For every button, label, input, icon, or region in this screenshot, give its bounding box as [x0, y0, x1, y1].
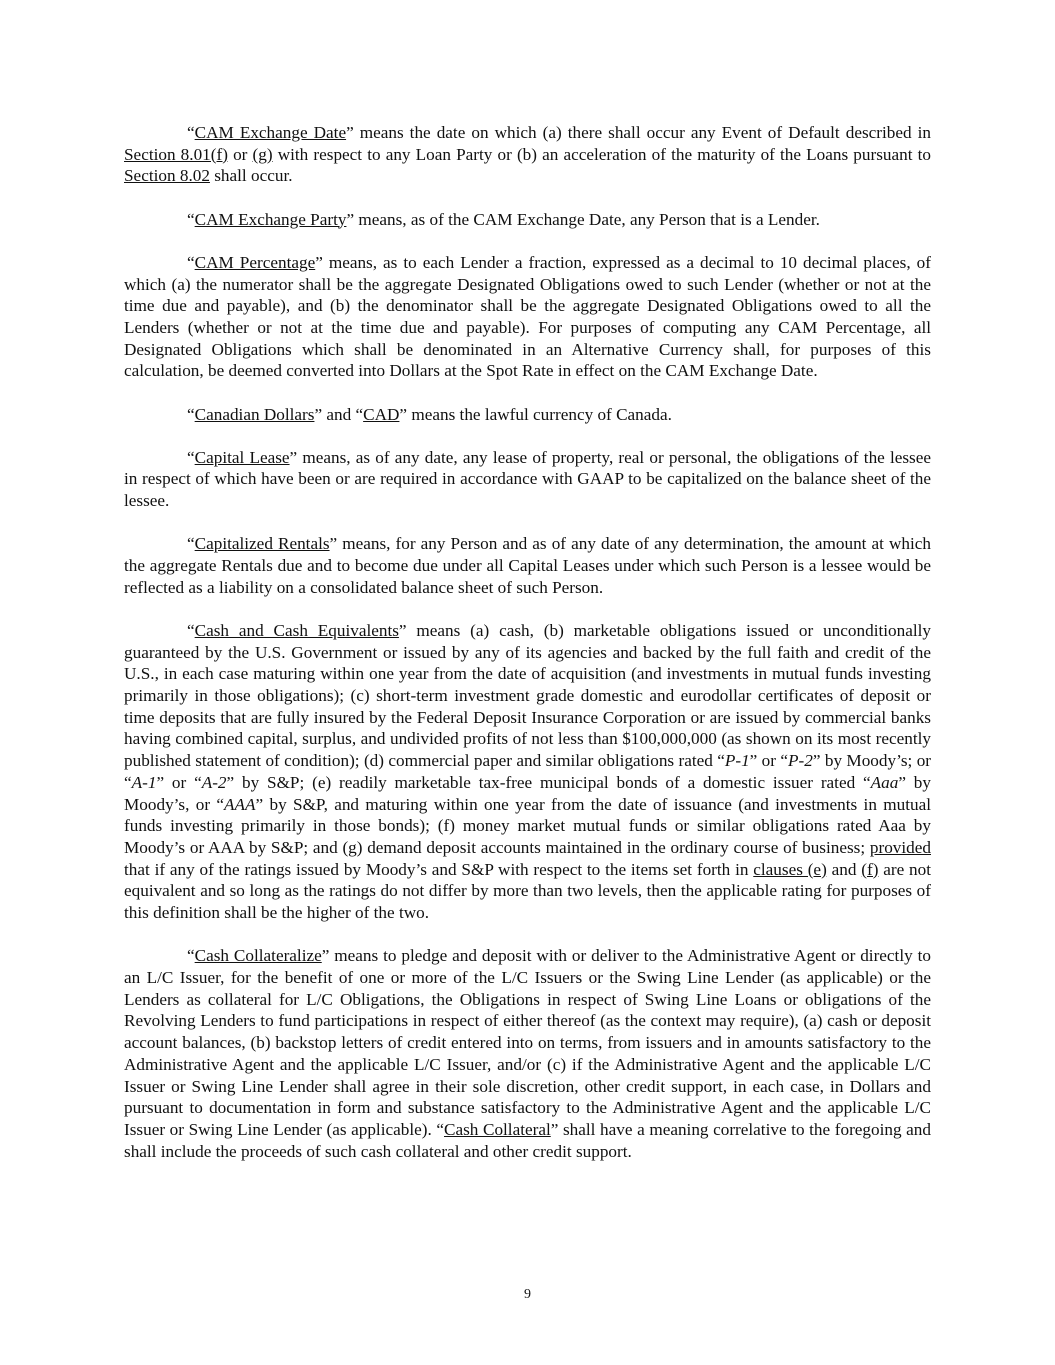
defined-term: (f) [861, 859, 879, 879]
definition-capital-lease [124, 447, 931, 512]
definition-cash-collateralize [124, 945, 931, 1162]
definition-text: “ [187, 620, 195, 640]
definition-text: ” by Moody’s, or “ [124, 772, 931, 814]
page-number: 9 [524, 1287, 531, 1302]
definition-cash-and-cash-equivalents [124, 620, 931, 924]
definition-text: ” means the lawful currency of Canada. [399, 404, 672, 424]
defined-term: CAM Exchange Date [194, 123, 347, 142]
definition-text: ” means, for any Person and as of any date of any determination, the amount at which the aggregate Rentals due and to become due under all Capital Leases under which such Person is a lessee would be reflected as a liability on a consolidated balance sheet of such Person. [124, 534, 931, 597]
rating-term: P-1 [724, 751, 750, 771]
definition-text: ” means to pledge and deposit with or deliver to the Administrative Agent or directly to an L/C Issuer, for the benefit of one or more of the L/C Issuers or the Swing Line Lender (as applicable) or the Lenders as collateral for L/C Obligations, the Obligations in respect of Swing Line Loans or obligations of the Revolving Lenders to fund participations in respect of either thereof (as the context may require), (a) cash or deposit account balances, (b) backstop letters of credit entered into on terms, from issuers and in amounts satisfactory to the Administrative Agent and the applicable L/C Issuer, and/or (c) if the Administrative Agent and the applicable L/C Issuer or Swing Line Lender shall agree in their sole discretion, other credit support, in each case, in Dollars and pursuant to documentation in form and substance satisfactory to the Administrative Agent and the applicable L/C Issuer or Swing Line Lender (as applicable). “ [124, 946, 931, 1139]
definition-text: ” by Moody’s; or “ [124, 751, 932, 792]
defined-term: Section 8.01(f) [124, 144, 228, 164]
definition-text: are not equivalent and so long as the ratings do not differ by more than two levels, then the applicable rating for purposes of this definition shall be the higher of the two. [124, 859, 931, 923]
definition-text: ” by S&P; (e) readily marketable tax-free municipal bonds of a domestic issuer rated “ [226, 772, 871, 792]
definition-text: ” means the date on which (a) there shall occur any Event of Default described in [346, 123, 931, 142]
defined-term: Cash Collateralize [194, 946, 322, 966]
rating-term: A-1 [131, 772, 157, 792]
defined-term: CAD [363, 404, 400, 424]
definition-capitalized-rentals [124, 533, 931, 598]
rating-term: A-2 [201, 772, 227, 792]
definition-text: ” means, as to each Lender a fraction, expressed as a decimal to 10 decimal places, of which (a) the numerator shall be the aggregate Designated Obligations owed to such Lender (whether or not at the time due and payable), and (b) the denominator shall be the aggregate Designated Obligations owed to all the Lenders (whether or not at the time due and payable). For purposes of computing any CAM Percentage, all Designated Obligations which shall be denominated in an Alternative Currency shall, for purposes of this calculation, be deemed converted into Dollars at the Spot Rate in effect on the CAM Exchange Date. [124, 252, 931, 381]
definition-text: “ [187, 447, 195, 467]
defined-term: Capital Lease [194, 447, 290, 467]
definition-cam-exchange-party [124, 209, 931, 231]
definition-text: ” means, as of any date, any lease of property, real or personal, the obligations of the lessee in respect of which have been or are required in accordance with GAAP to be capitalized on the balance sheet of the lessee. [124, 447, 932, 511]
definition-text: ” means, as of the CAM Exchange Date, any Person that is a Lender. [346, 209, 820, 229]
definition-text: “ [187, 946, 195, 966]
definition-text: ” means (a) cash, (b) marketable obligations issued or unconditionally guaranteed by the U.S. Government or issued by any of its agencies and backed by the full faith and credit of the U.S., in each case maturing within one year from the date of acquisition (and investments in mutual funds investing primarily in those obligations); (c) short-term investment grade domestic and eurodollar certificates of deposit or time deposits that are fully insured by the Federal Deposit Insurance Corporation or are issued by commercial banks having combined capital, surplus, and undivided profits of not less than $100,000,000 (as shown on its most recently published statement of condition); (d) commercial paper and similar obligations rated “ [124, 620, 931, 771]
definition-text: ” or “ [156, 772, 202, 792]
document-body [124, 122, 931, 1184]
defined-term: Cash and Cash Equivalents [194, 620, 399, 640]
defined-term: Section 8.02 [124, 166, 210, 186]
definition-text: ” by S&P, and maturing within one year from the date of issuance (and investments in mutual funds investing primarily in those bonds); (f) money market mutual funds or similar obligations rated Aaa by Moody’s or AAA by S&P; and (g) demand deposit accounts maintained in the ordinary course of business; [124, 794, 931, 857]
rating-term: Aaa [870, 772, 899, 792]
definition-text: ” and “ [314, 404, 364, 424]
definition-text: “ [187, 252, 195, 272]
definition-text: that if any of the ratings issued by Moody’s and S&P with respect to the items set forth in [124, 859, 754, 879]
definition-text: “ [187, 534, 195, 554]
definition-cam-exchange-date [124, 122, 931, 187]
definition-text: ” shall have a meaning correlative to the foregoing and shall include the proceeds of such cash collateral and other credit support. [124, 1119, 931, 1161]
definition-text: shall occur. [209, 166, 293, 186]
definition-text: ” or “ [749, 751, 789, 771]
defined-term: CAM Exchange Party [194, 209, 347, 229]
defined-term: (g) [252, 144, 273, 164]
definition-text: with respect to any Loan Party or (b) an acceleration of the maturity of the Loans pursuant to [272, 144, 931, 164]
definition-canadian-dollars [124, 404, 931, 426]
definition-text: or [227, 144, 253, 164]
definition-cam-percentage [124, 252, 931, 382]
definition-text: “ [187, 404, 195, 424]
definition-text: and [826, 859, 862, 879]
defined-term: Canadian Dollars [194, 404, 315, 424]
rating-term: AAA [224, 794, 256, 814]
defined-term: provided [869, 837, 931, 857]
definition-text: “ [187, 123, 195, 142]
defined-term: CAM Percentage [194, 252, 316, 272]
defined-term: Capitalized Rentals [194, 534, 330, 554]
defined-term: clauses (e) [753, 859, 827, 879]
defined-term: Cash Collateral [444, 1119, 551, 1139]
rating-term: P-2 [788, 751, 813, 771]
definition-text: “ [187, 209, 195, 229]
